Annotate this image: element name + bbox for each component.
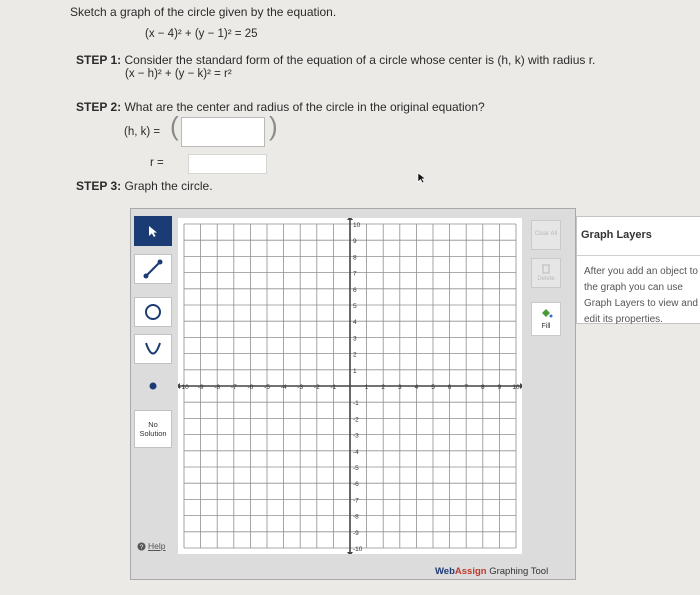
y-tick-label: 1 (353, 367, 357, 375)
webassign-brand (435, 566, 548, 577)
brand-suffix: Graphing Tool (486, 566, 549, 577)
x-tick-label: -8 (214, 384, 221, 391)
svg-text:?: ? (139, 543, 144, 551)
x-tick-label: -5 (264, 384, 270, 391)
given-equation: (x − 4)² + (y − 1)² = 25 (145, 28, 258, 40)
circle-icon (142, 301, 164, 323)
y-tick-label: 6 (353, 286, 357, 294)
x-tick-label: -6 (247, 384, 254, 391)
x-tick-label: -7 (230, 384, 237, 391)
radius-label: r = (150, 157, 164, 169)
x-tick-label: -4 (280, 384, 287, 391)
step2-text (76, 100, 485, 114)
pointer-tool-button[interactable] (134, 216, 172, 246)
graph-layers-help-text: After you add an object to the graph you can use Graph Layers to view and edit its properties. (584, 266, 698, 325)
parabola-tool-button[interactable] (134, 334, 172, 364)
y-tick-label: 3 (353, 335, 357, 343)
x-tick-label: -2 (313, 384, 320, 391)
standard-form-equation: (x − h)² + (y − k)² = r² (125, 68, 232, 80)
y-tick-label: -6 (353, 481, 359, 489)
trash-icon (540, 262, 552, 274)
x-tick-label: 10 (512, 384, 520, 391)
x-tick-label: -9 (197, 384, 204, 391)
circle-tool-button[interactable] (134, 297, 172, 327)
x-tick-label: 4 (414, 384, 419, 391)
x-tick-label: 6 (447, 384, 452, 391)
y-tick-label: -2 (353, 416, 359, 424)
mouse-cursor-icon (417, 172, 427, 184)
y-tick-label: 10 (353, 222, 361, 229)
center-label: (h, k) = (124, 126, 161, 138)
graph-layers-divider (577, 255, 700, 256)
fill-label: Fill (541, 323, 551, 330)
y-tick-label: 5 (353, 303, 357, 310)
y-tick-label: 7 (353, 270, 357, 278)
x-tick-label: 2 (381, 384, 386, 391)
pointer-arrow-icon (146, 224, 160, 238)
step3-text (76, 179, 213, 193)
paint-bucket-icon (539, 306, 553, 320)
y-tick-label: -4 (353, 448, 359, 456)
graph-layers-panel (576, 216, 700, 324)
clear-all-button[interactable] (531, 220, 561, 250)
x-tick-label: 7 (464, 384, 469, 391)
point-icon (142, 375, 164, 397)
step2-label: STEP 2: (76, 100, 122, 114)
y-tick-label: -3 (353, 432, 359, 440)
y-tick-label: 2 (353, 351, 357, 359)
no-solution-line1: No (148, 420, 158, 429)
center-input[interactable] (181, 117, 265, 147)
coordinate-graph[interactable] (178, 218, 522, 554)
y-tick-label: 9 (353, 238, 357, 246)
parabola-icon (142, 338, 164, 360)
close-paren: ) (269, 111, 278, 141)
no-solution-button[interactable] (134, 410, 172, 448)
x-tick-label: -10 (179, 384, 189, 391)
point-tool-button[interactable] (134, 371, 172, 401)
step2-description: What are the center and radius of the circle in the original equation? (124, 100, 485, 114)
help-label: Help (148, 541, 166, 551)
x-tick-label: 8 (480, 384, 485, 391)
x-tick-label: 3 (397, 384, 402, 391)
x-tick-label: 5 (431, 384, 435, 391)
radius-input[interactable] (188, 154, 267, 174)
y-tick-label: -8 (353, 513, 359, 521)
x-tick-label: -1 (330, 384, 337, 391)
brand-web: Web (435, 566, 455, 577)
brand-assign: Assign (454, 566, 487, 577)
x-tick-label: -3 (297, 384, 304, 391)
x-tick-label: 9 (497, 384, 502, 391)
clear-all-label: Clear All (534, 231, 558, 237)
y-tick-label: -10 (353, 546, 363, 553)
y-tick-label: -5 (353, 465, 359, 472)
line-segment-icon (141, 258, 165, 280)
y-tick-label: -1 (353, 400, 359, 408)
x-tick-label: 1 (364, 384, 369, 391)
step1-text (76, 53, 595, 67)
help-icon (137, 542, 146, 551)
step1-label: STEP 1: (76, 53, 122, 67)
y-tick-label: -9 (353, 529, 359, 537)
step3-description: Graph the circle. (124, 179, 213, 193)
delete-button[interactable] (531, 258, 561, 288)
open-paren: ( (170, 111, 179, 141)
y-tick-label: 4 (353, 319, 357, 327)
help-link[interactable] (137, 541, 165, 551)
step1-description: Consider the standard form of the equation of a circle whose center is (h, k) with radius r. (124, 53, 596, 67)
line-tool-button[interactable] (134, 254, 172, 284)
graph-layers-title: Graph Layers (581, 229, 652, 241)
no-solution-line2: Solution (139, 429, 167, 438)
delete-label: Delete (537, 276, 555, 282)
y-tick-label: 8 (353, 254, 357, 262)
y-tick-label: -7 (353, 497, 359, 505)
fill-button[interactable] (531, 302, 561, 336)
instruction-text: Sketch a graph of the circle given by the equation. (70, 5, 337, 19)
step3-label: STEP 3: (76, 179, 122, 193)
